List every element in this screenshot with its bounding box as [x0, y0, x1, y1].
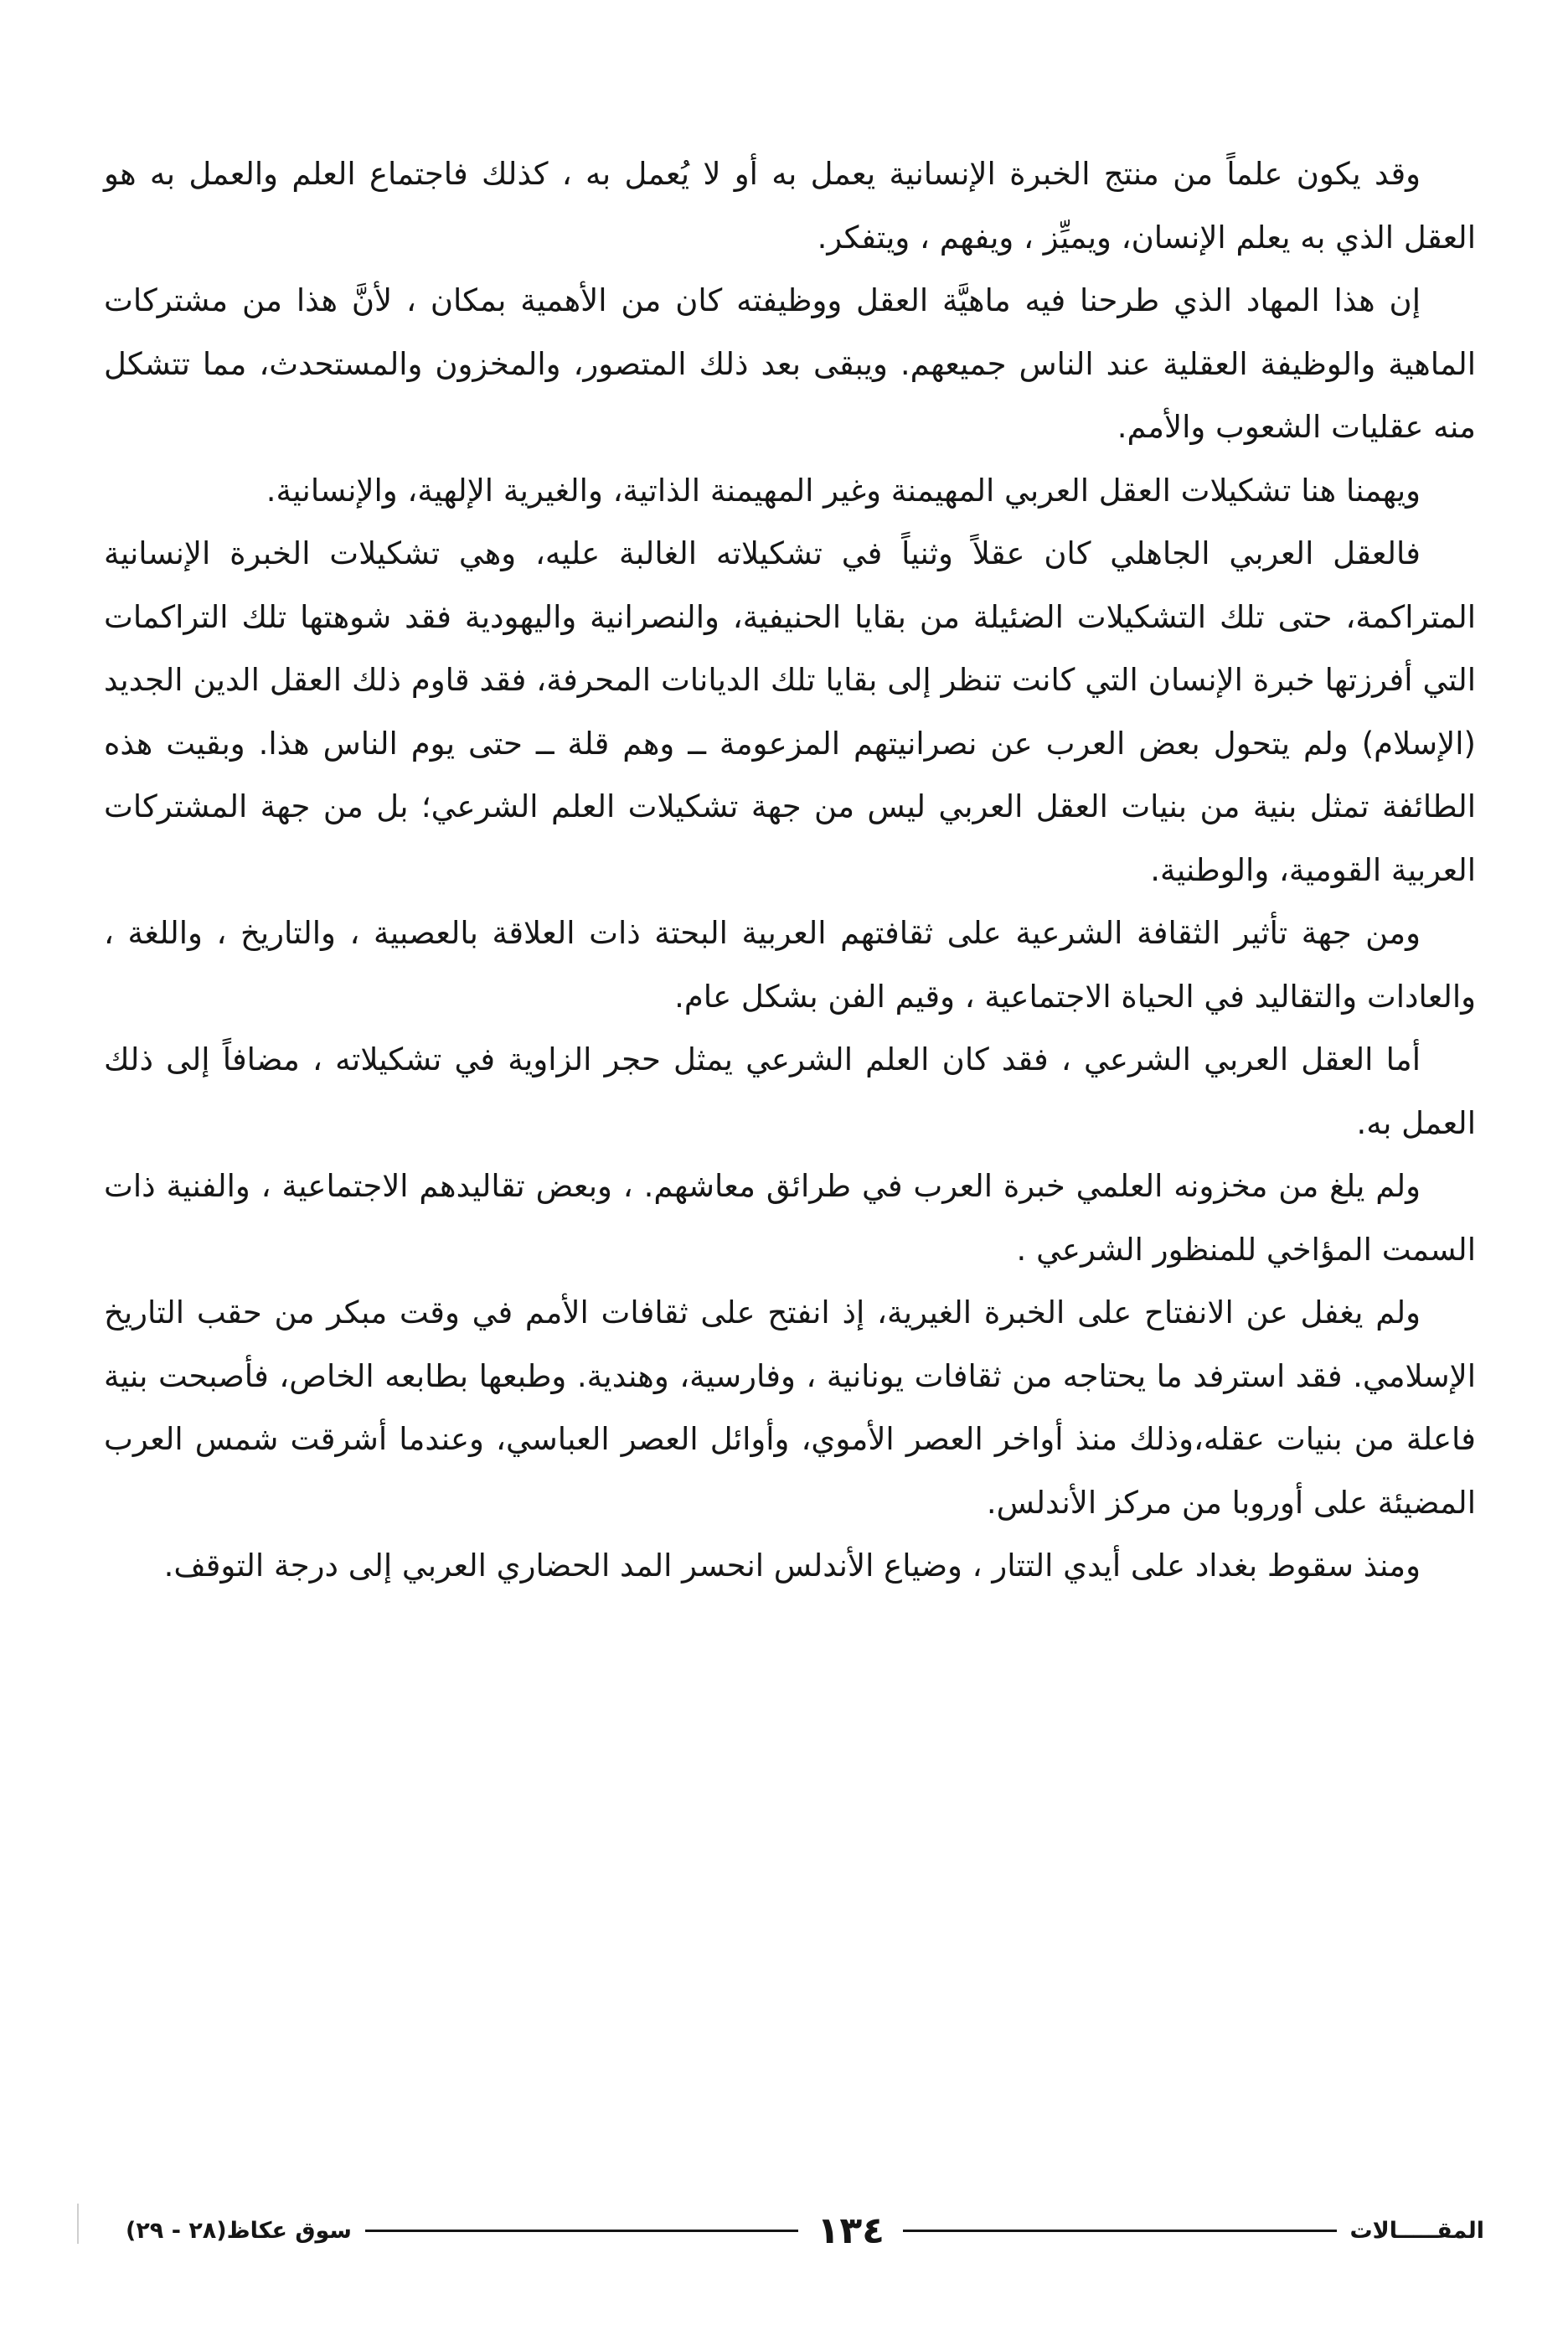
- paragraph: ولم يغفل عن الانفتاح على الخبرة الغيرية، إذ انفتح على ثقافات الأمم في وقت مبكر من حقب التاريخ الإسلامي. فقد استرفد ما يحتاجه من ثقافات يونانية ، وفارسية، وهندية. وطبعها بطابعه الخاص، فأصبحت بنية فاعلة من بنيات عقله،وذلك منذ أواخر العصر الأموي، وأوائل العصر العباسي، وعندما أشرقت شمس العرب المضيئة على أوروبا من مركز الأندلس.: [104, 1294, 1476, 1521]
- footer-rule-right: [903, 2230, 1337, 2232]
- footer-rule-left: [365, 2230, 799, 2232]
- paragraph: أما العقل العربي الشرعي ، فقد كان العلم الشرعي يمثل حجر الزاوية في تشكيلاته ، مضافاً إلى ذلك العمل به.: [104, 1041, 1476, 1141]
- footer-issue-label: سوق عكاظ(٢٨ - ٢٩): [125, 2217, 352, 2244]
- page-number: ١٣٤: [817, 2209, 885, 2252]
- article-body: [104, 142, 1476, 1598]
- paragraph: فالعقل العربي الجاهلي كان عقلاً وثنياً في تشكيلاته الغالبة عليه، وهي تشكيلات الخبرة الإنسانية المتراكمة، حتى تلك التشكيلات الضئيلة من بقايا الحنيفية، والنصرانية واليهودية فقد شوهتها تلك التراكمات التي أفرزتها خبرة الإنسان التي كانت تنظر إلى بقايا تلك الديانات المحرفة، فقد قاوم ذلك العقل الدين الجديد (الإسلام) ولم يتحول بعض العرب عن نصرانيتهم المزعومة ــ وهم قلة ــ حتى يوم الناس هذا. وبقيت هذه الطائفة تمثل بنية من بنيات العقل العربي ليس من جهة تشكيلات العلم الشرعي؛ بل من جهة المشتركات العربية القومية، والوطنية.: [104, 535, 1476, 888]
- paragraph: إن هذا المهاد الذي طرحنا فيه ماهيَّة العقل ووظيفته كان من الأهمية بمكان ، لأنَّ هذا من مشتركات الماهية والوظيفة العقلية عند الناس جميعهم. ويبقى بعد ذلك المتصور، والمخزون والمستحدث، مما تتشكل منه عقليات الشعوب والأمم.: [104, 282, 1476, 445]
- scan-edge-mark: [77, 2204, 79, 2244]
- paragraph: وقد يكون علماً من منتج الخبرة الإنسانية يعمل به أو لا يُعمل به ، كذلك فاجتماع العلم والعمل به هو العقل الذي به يعلم الإنسان، ويميِّز ، ويفهم ، ويتفكر.: [104, 156, 1476, 256]
- page-footer: [126, 2205, 1484, 2256]
- paragraph: ومنذ سقوط بغداد على أيدي التتار ، وضياع الأندلس انحسر المد الحضاري العربي إلى درجة التوقف.: [163, 1548, 1421, 1584]
- paragraph: ويهمنا هنا تشكيلات العقل العربي المهيمنة وغير المهيمنة الذاتية، والغيرية الإلهية، والإنسانية.: [266, 472, 1421, 509]
- paragraph: ولم يلغ من مخزونه العلمي خبرة العرب في طرائق معاشهم. ، وبعض تقاليدهم الاجتماعية ، والفنية ذات السمت المؤاخي للمنظور الشرعي .: [104, 1168, 1476, 1268]
- footer-section-title: المقـــــالات: [1349, 2217, 1484, 2244]
- paragraph: ومن جهة تأثير الثقافة الشرعية على ثقافتهم العربية البحتة ذات العلاقة بالعصبية ، والتاريخ ، واللغة ، والعادات والتقاليد في الحياة الاجتماعية ، وقيم الفن بشكل عام.: [104, 915, 1476, 1015]
